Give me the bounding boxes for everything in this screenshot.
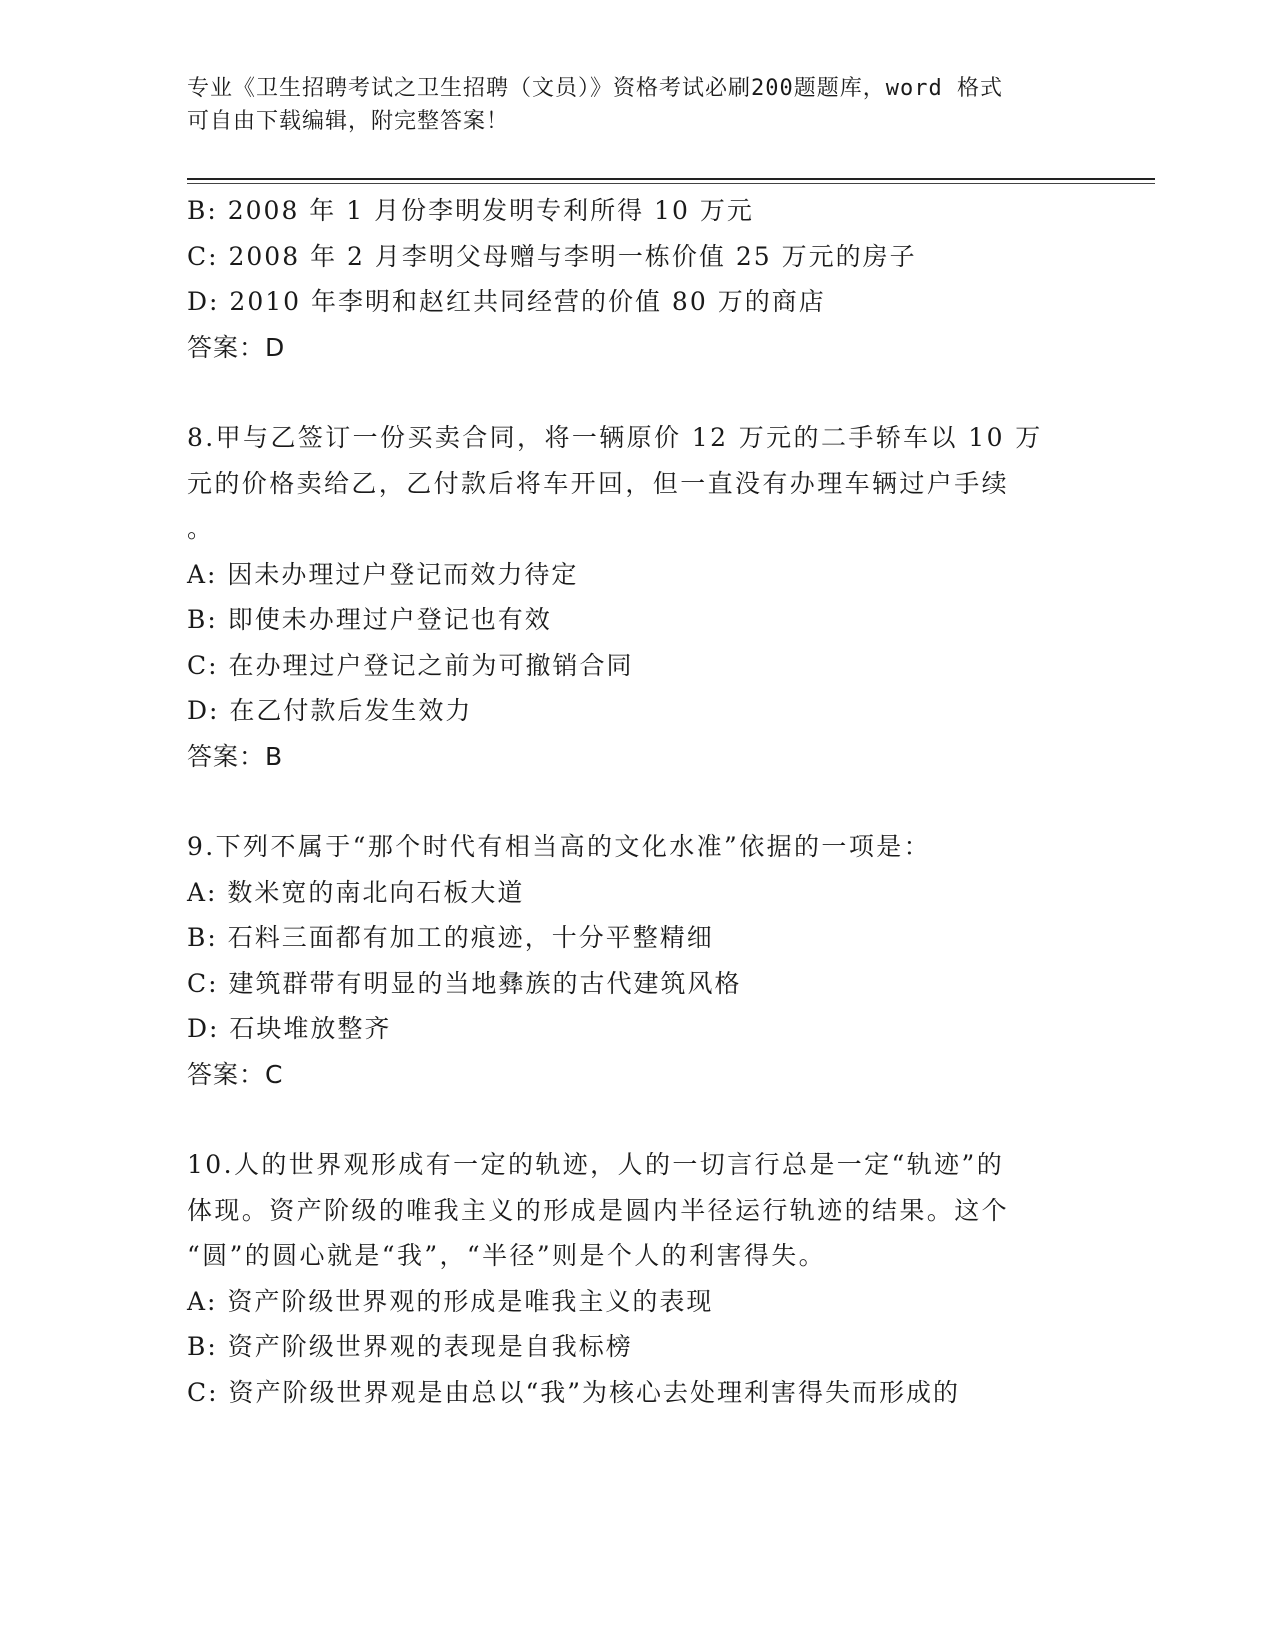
question-8 (187, 415, 1087, 779)
option-c: C: 在办理过户登记之前为可撤销合同 (187, 650, 634, 680)
answer-line: 答案：B (187, 741, 284, 771)
document-body (187, 188, 1087, 1415)
option-b: B: 石料三面都有加工的痕迹，十分平整精细 (187, 923, 714, 952)
option-d: D: 石块堆放整齐 (187, 1014, 392, 1043)
document-header (187, 72, 1087, 138)
spacer (187, 370, 1087, 415)
question-9 (187, 824, 1087, 1097)
option-b: B: 即使未办理过户登记也有效 (187, 605, 552, 634)
option-c: C: 资产阶级世界观是由总以“我”为核心去处理利害得失而形成的 (187, 1377, 961, 1407)
question-text-line: 体现。资产阶级的唯我主义的形成是圆内半径运行轨迹的结果。这个 (187, 1195, 1010, 1225)
option-b: B: 2008 年 1 月份李明发明专利所得 10 万元 (187, 196, 754, 225)
question-text-line: 。 (187, 514, 215, 543)
option-d: D: 在乙付款后发生效力 (187, 696, 473, 725)
option-a: A: 因未办理过户登记而效力待定 (187, 559, 579, 589)
question-7-continuation (187, 188, 1087, 370)
question-text-line: 元的价格卖给乙，乙付款后将车开回，但一直没有办理车辆过户手续 (187, 468, 1010, 498)
question-10 (187, 1142, 1087, 1415)
option-c: C: 建筑群带有明显的当地彝族的古代建筑风格 (187, 968, 742, 998)
question-text-line: “圆”的圆心就是“我”，“半径”则是个人的利害得失。 (187, 1241, 827, 1270)
option-a: A: 资产阶级世界观的形成是唯我主义的表现 (187, 1286, 714, 1316)
header-title-line-1: 专业《卫生招聘考试之卫生招聘（文员）》资格考试必刷200题题库，word 格式 (187, 76, 1003, 101)
answer-line: 答案：D (187, 332, 286, 362)
question-text-line: 9.下列不属于“那个时代有相当高的文化水准”依据的一项是： (187, 832, 932, 861)
spacer (187, 1097, 1087, 1142)
option-d: D: 2010 年李明和赵红共同经营的价值 80 万的商店 (187, 287, 826, 316)
question-text-line: 8.甲与乙签订一份买卖合同，将一辆原价 12 万元的二手轿车以 10 万 (187, 423, 1043, 452)
header-divider-thin (187, 183, 1155, 184)
header-divider-thick (187, 178, 1155, 180)
option-a: A: 数米宽的南北向石板大道 (187, 877, 525, 907)
question-text-line: 10.人的世界观形成有一定的轨迹，人的一切言行总是一定“轨迹”的 (187, 1150, 1005, 1179)
option-b: B: 资产阶级世界观的表现是自我标榜 (187, 1332, 633, 1361)
answer-line: 答案：C (187, 1059, 284, 1089)
header-title-line-2: 可自由下载编辑，附完整答案！ (187, 109, 510, 134)
option-c: C: 2008 年 2 月李明父母赠与李明一栋价值 25 万元的房子 (187, 241, 917, 271)
spacer (187, 779, 1087, 824)
